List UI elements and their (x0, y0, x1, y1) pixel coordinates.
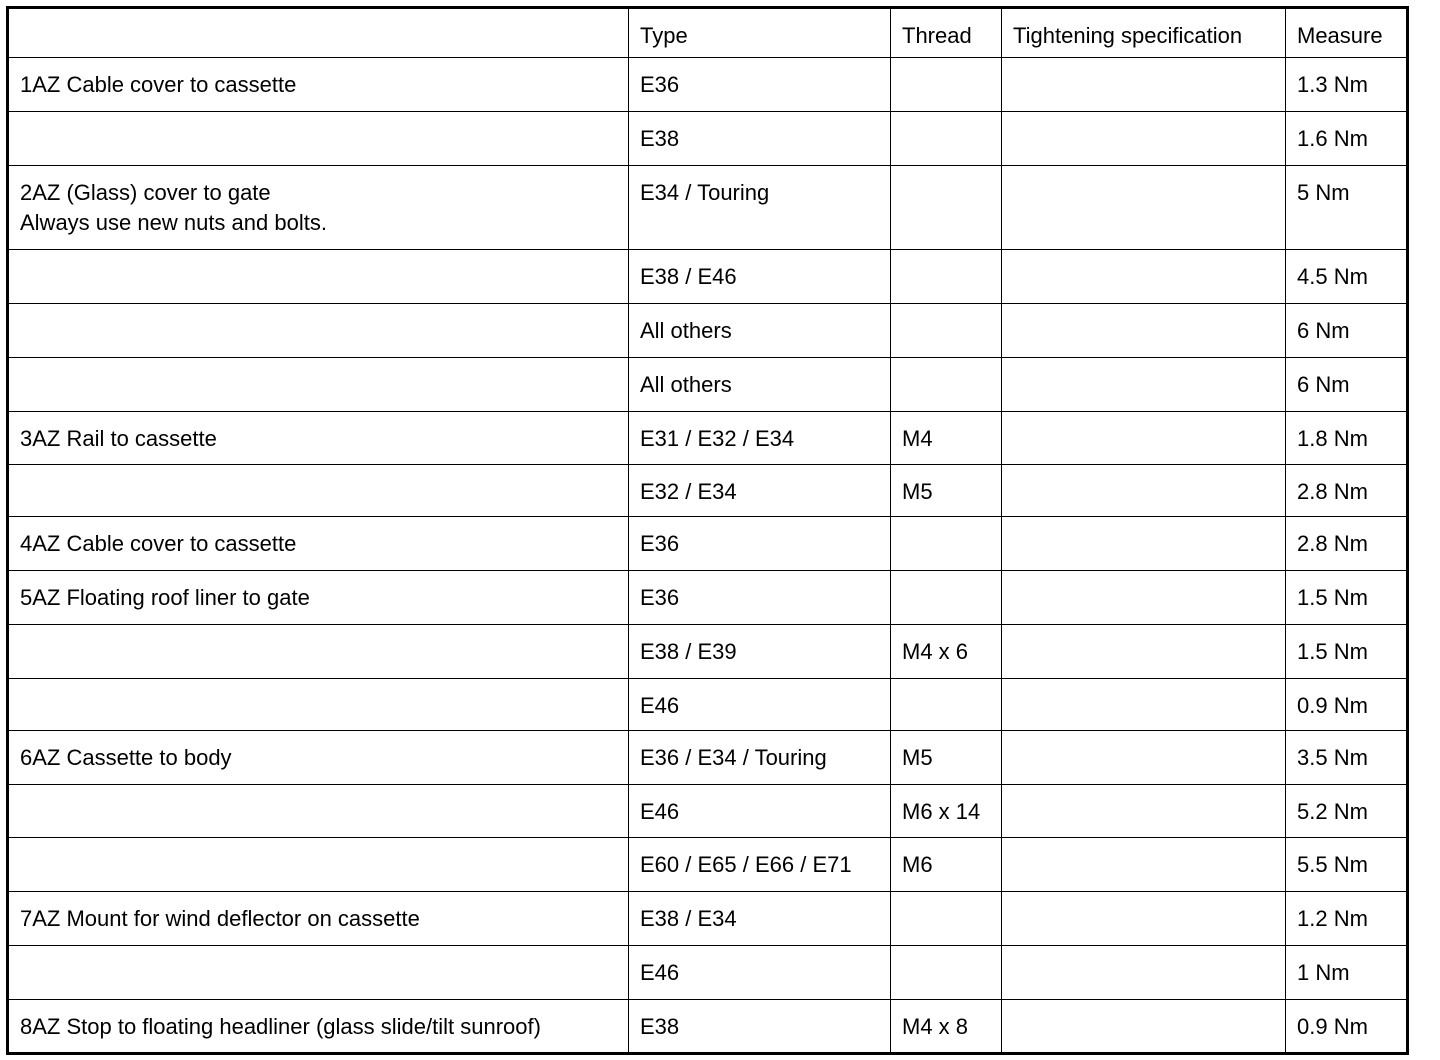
cell-type: E38 / E34 (629, 892, 891, 946)
cell-measure: 1.6 Nm (1286, 112, 1408, 166)
cell-measure: 5 Nm (1286, 166, 1408, 250)
cell-thread (891, 679, 1002, 731)
table-row (8, 731, 1408, 785)
description-line: 3AZ Rail to cassette (20, 426, 217, 451)
cell-description (8, 358, 629, 412)
cell-description (8, 785, 629, 838)
cell-tightening-specification (1002, 625, 1286, 679)
cell-measure: 2.8 Nm (1286, 517, 1408, 571)
cell-thread (891, 250, 1002, 304)
cell-tightening-specification (1002, 250, 1286, 304)
cell-description (8, 892, 629, 946)
cell-measure: 2.8 Nm (1286, 465, 1408, 517)
header-measure: Measure (1286, 8, 1408, 58)
cell-description (8, 1000, 629, 1054)
cell-description (8, 838, 629, 892)
header-description (8, 8, 629, 58)
table-row (8, 166, 1408, 250)
cell-tightening-specification (1002, 412, 1286, 465)
cell-type: E32 / E34 (629, 465, 891, 517)
cell-type: E46 (629, 785, 891, 838)
cell-type: All others (629, 358, 891, 412)
table-row (8, 465, 1408, 517)
cell-type: E38 / E39 (629, 625, 891, 679)
table-row (8, 946, 1408, 1000)
table-row (8, 679, 1408, 731)
tightening-torque-table (6, 6, 1409, 1055)
cell-measure: 1 Nm (1286, 946, 1408, 1000)
cell-measure: 0.9 Nm (1286, 1000, 1408, 1054)
table-body (8, 58, 1408, 1054)
cell-description (8, 58, 629, 112)
cell-measure: 6 Nm (1286, 304, 1408, 358)
cell-thread: M4 x 6 (891, 625, 1002, 679)
cell-type: E60 / E65 / E66 / E71 (629, 838, 891, 892)
cell-description (8, 465, 629, 517)
cell-tightening-specification (1002, 358, 1286, 412)
cell-thread (891, 304, 1002, 358)
cell-description (8, 946, 629, 1000)
table-row (8, 304, 1408, 358)
cell-type: E36 (629, 58, 891, 112)
cell-thread (891, 58, 1002, 112)
table-row (8, 412, 1408, 465)
cell-tightening-specification (1002, 465, 1286, 517)
cell-thread (891, 166, 1002, 250)
cell-thread (891, 358, 1002, 412)
cell-thread (891, 517, 1002, 571)
cell-tightening-specification (1002, 946, 1286, 1000)
cell-measure: 0.9 Nm (1286, 679, 1408, 731)
description-line: 2AZ (Glass) cover to gate (20, 180, 271, 205)
table-row (8, 785, 1408, 838)
cell-thread (891, 571, 1002, 625)
cell-tightening-specification (1002, 892, 1286, 946)
table-row (8, 58, 1408, 112)
cell-measure: 1.5 Nm (1286, 571, 1408, 625)
cell-tightening-specification (1002, 58, 1286, 112)
cell-measure: 1.3 Nm (1286, 58, 1408, 112)
cell-description (8, 517, 629, 571)
cell-description (8, 679, 629, 731)
cell-measure: 5.2 Nm (1286, 785, 1408, 838)
cell-measure: 1.2 Nm (1286, 892, 1408, 946)
description-line: 5AZ Floating roof liner to gate (20, 585, 310, 610)
cell-tightening-specification (1002, 731, 1286, 785)
cell-description (8, 112, 629, 166)
cell-tightening-specification (1002, 571, 1286, 625)
cell-tightening-specification (1002, 166, 1286, 250)
description-line: Always use new nuts and bolts. (20, 210, 327, 235)
cell-thread (891, 946, 1002, 1000)
cell-description (8, 625, 629, 679)
cell-type: E31 / E32 / E34 (629, 412, 891, 465)
header-type: Type (629, 8, 891, 58)
table-row (8, 250, 1408, 304)
table-row (8, 838, 1408, 892)
cell-type: E46 (629, 679, 891, 731)
cell-measure: 1.5 Nm (1286, 625, 1408, 679)
table-row (8, 892, 1408, 946)
cell-thread: M5 (891, 465, 1002, 517)
cell-type: E36 (629, 517, 891, 571)
cell-description (8, 250, 629, 304)
description-line: 8AZ Stop to floating headliner (glass slide/tilt sunroof) (20, 1014, 541, 1039)
header-row (8, 8, 1408, 58)
cell-thread (891, 892, 1002, 946)
cell-description (8, 304, 629, 358)
cell-thread: M6 x 14 (891, 785, 1002, 838)
table-row (8, 517, 1408, 571)
cell-measure: 3.5 Nm (1286, 731, 1408, 785)
cell-type: E36 (629, 571, 891, 625)
header-thread: Thread (891, 8, 1002, 58)
description-line: 6AZ Cassette to body (20, 745, 232, 770)
cell-type: E38 (629, 112, 891, 166)
cell-type: E38 / E46 (629, 250, 891, 304)
cell-description (8, 412, 629, 465)
table-row (8, 571, 1408, 625)
description-line: 1AZ Cable cover to cassette (20, 72, 297, 97)
cell-type: E36 / E34 / Touring (629, 731, 891, 785)
cell-measure: 1.8 Nm (1286, 412, 1408, 465)
cell-thread: M6 (891, 838, 1002, 892)
table-row (8, 625, 1408, 679)
cell-thread: M5 (891, 731, 1002, 785)
description-line: 4AZ Cable cover to cassette (20, 531, 297, 556)
cell-thread (891, 112, 1002, 166)
cell-tightening-specification (1002, 1000, 1286, 1054)
cell-measure: 4.5 Nm (1286, 250, 1408, 304)
cell-thread: M4 (891, 412, 1002, 465)
cell-type: E34 / Touring (629, 166, 891, 250)
description-line: 7AZ Mount for wind deflector on cassette (20, 906, 420, 931)
table-row (8, 358, 1408, 412)
cell-tightening-specification (1002, 517, 1286, 571)
cell-type: E38 (629, 1000, 891, 1054)
cell-type: All others (629, 304, 891, 358)
table-row (8, 1000, 1408, 1054)
table-row (8, 112, 1408, 166)
cell-tightening-specification (1002, 785, 1286, 838)
cell-type: E46 (629, 946, 891, 1000)
cell-tightening-specification (1002, 679, 1286, 731)
cell-tightening-specification (1002, 304, 1286, 358)
cell-description (8, 731, 629, 785)
cell-measure: 6 Nm (1286, 358, 1408, 412)
cell-thread: M4 x 8 (891, 1000, 1002, 1054)
cell-description (8, 166, 629, 250)
header-tightening-specification: Tightening specification (1002, 8, 1286, 58)
cell-tightening-specification (1002, 838, 1286, 892)
cell-measure: 5.5 Nm (1286, 838, 1408, 892)
cell-description (8, 571, 629, 625)
cell-tightening-specification (1002, 112, 1286, 166)
